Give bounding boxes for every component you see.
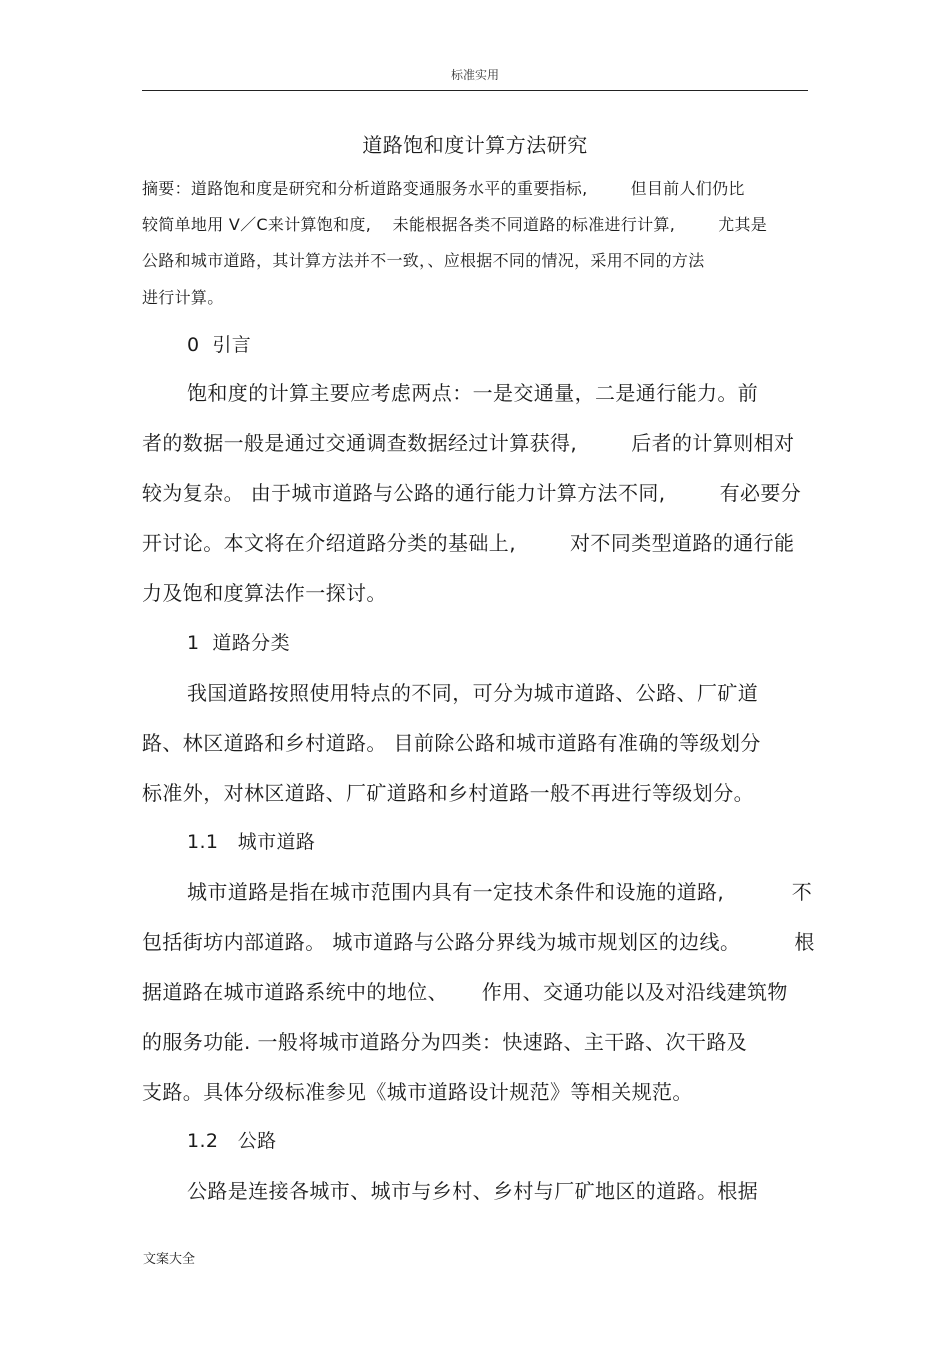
paragraph-line: 者的数据一般是通过交通调查数据经过计算获得, 后者的计算则相对: [142, 431, 795, 455]
page-header: 标准实用: [450, 68, 499, 82]
section-heading-urban-roads: 1.1 城市道路: [187, 831, 316, 853]
paragraph-line: 包括街坊内部道路。 城市道路与公路分界线为城市规划区的边线。 根: [142, 930, 815, 954]
paragraph-line: 路、林区道路和乡村道路。 目前除公路和城市道路有准确的等级划分: [142, 731, 761, 755]
paragraph-line: 据道路在城市道路系统中的地位、 作用、交通功能以及对沿线建筑物: [142, 980, 788, 1004]
abstract-line-2: 较简单地用 V／C来计算饱和度, 未能根据各类不同道路的标准进行计算, 尤其是: [142, 215, 768, 234]
paragraph-line: 支路。具体分级标准参见《城市道路设计规范》等相关规范。: [142, 1080, 693, 1104]
section-heading-introduction: 0 引言: [187, 334, 252, 356]
abstract-line-4: 进行计算。: [142, 288, 224, 307]
paragraph-line: 城市道路是指在城市范围内具有一定技术条件和设施的道路, 不: [187, 880, 813, 904]
document-title: 道路饱和度计算方法研究: [362, 133, 588, 157]
paragraph-line: 力及饱和度算法作一探讨。: [142, 581, 387, 605]
abstract-line-1: 摘要：道路饱和度是研究和分析道路变通服务水平的重要指标, 但目前人们仍比: [142, 179, 745, 198]
paragraph-line: 饱和度的计算主要应考虑两点：一是交通量，二是通行能力。前: [187, 381, 759, 405]
paragraph-line: 较为复杂。 由于城市道路与公路的通行能力计算方法不同, 有必要分: [142, 481, 802, 505]
abstract-line-3: 公路和城市道路，其计算方法并不一致，、应根据不同的情况，采用不同的方法: [142, 251, 705, 270]
paragraph-line: 标准外，对林区道路、厂矿道路和乡村道路一般不再进行等级划分。: [142, 781, 754, 805]
header-rule: [142, 90, 808, 91]
paragraph-line: 开讨论。本文将在介绍道路分类的基础上, 对不同类型道路的通行能: [142, 531, 795, 555]
paragraph-line: 公路是连接各城市、城市与乡村、乡村与厂矿地区的道路。根据: [187, 1179, 759, 1203]
section-heading-road-classification: 1 道路分类: [187, 632, 290, 654]
page-footer: 文案大全: [143, 1252, 196, 1267]
paragraph-line: 的服务功能. 一般将城市道路分为四类：快速路、主干路、次干路及: [142, 1030, 748, 1054]
paragraph-line: 我国道路按照使用特点的不同，可分为城市道路、公路、厂矿道: [187, 681, 759, 705]
section-heading-highways: 1.2 公路: [187, 1130, 277, 1152]
